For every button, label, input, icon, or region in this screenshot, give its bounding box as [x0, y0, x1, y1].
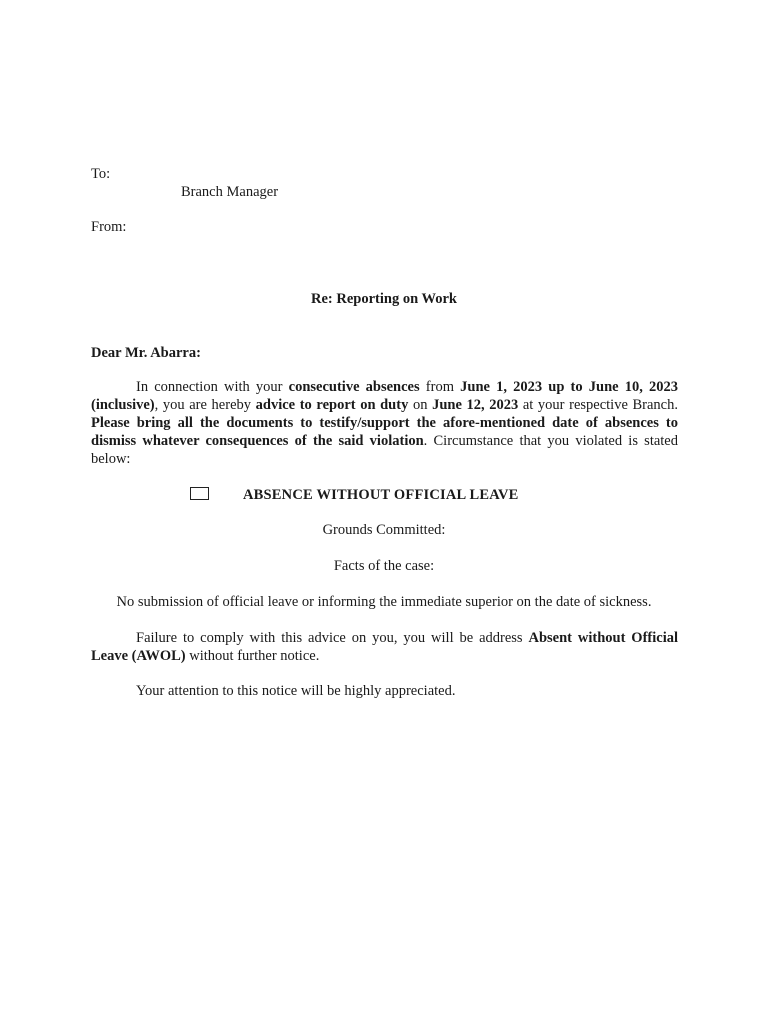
paragraph1-text-4: on	[408, 397, 433, 413]
paragraph1-text-1: In connection with your	[136, 379, 289, 395]
paragraph2-text-1: Failure to comply with this advice on you, you will be address	[136, 630, 529, 646]
paragraph1-text-6: . Circumstance that you violated is stated below:	[91, 433, 678, 467]
paragraph1-bold-advice: advice to report on duty	[255, 397, 409, 413]
paragraph1-bold-dates: June 1, 2023 up to June 10, 2023 (inclusive)	[91, 379, 678, 413]
paragraph1-text-2: from	[419, 379, 461, 395]
salutation: Dear Mr. Abarra:	[91, 345, 201, 361]
paragraph1-bold-consecutive-absences: consecutive absences	[288, 379, 420, 395]
paragraph1-text-3: , you are hereby	[154, 397, 256, 413]
from-label: From:	[91, 219, 127, 235]
facts-label: Facts of the case:	[333, 558, 435, 574]
grounds-label: Grounds Committed:	[322, 522, 446, 538]
paragraph-awol-warning	[91, 629, 678, 665]
to-recipient: Branch Manager	[181, 184, 279, 200]
paragraph1-bold-instructions: Please bring all the documents to testify/support the afore-mentioned date of absences to dismiss whatever consequences of the said violation	[91, 415, 678, 449]
violation-checkbox[interactable]	[190, 487, 209, 500]
paragraph1-text-5: at your respective Branch.	[518, 397, 678, 413]
paragraph2-bold-awol: Absent without Official Leave (AWOL)	[91, 630, 679, 664]
to-label: To:	[91, 166, 111, 182]
paragraph-absence-notice	[91, 378, 678, 468]
subject-line: Re: Reporting on Work	[311, 291, 457, 307]
violation-label: ABSENCE WITHOUT OFFICIAL LEAVE	[243, 487, 519, 503]
paragraph2-text-2: without further notice.	[185, 648, 320, 664]
closing-line: Your attention to this notice will be highly appreciated.	[136, 683, 456, 699]
facts-text: No submission of official leave or informing the immediate superior on the date of sickness.	[116, 594, 652, 610]
paragraph1-bold-report-date: June 12, 2023	[432, 397, 519, 413]
